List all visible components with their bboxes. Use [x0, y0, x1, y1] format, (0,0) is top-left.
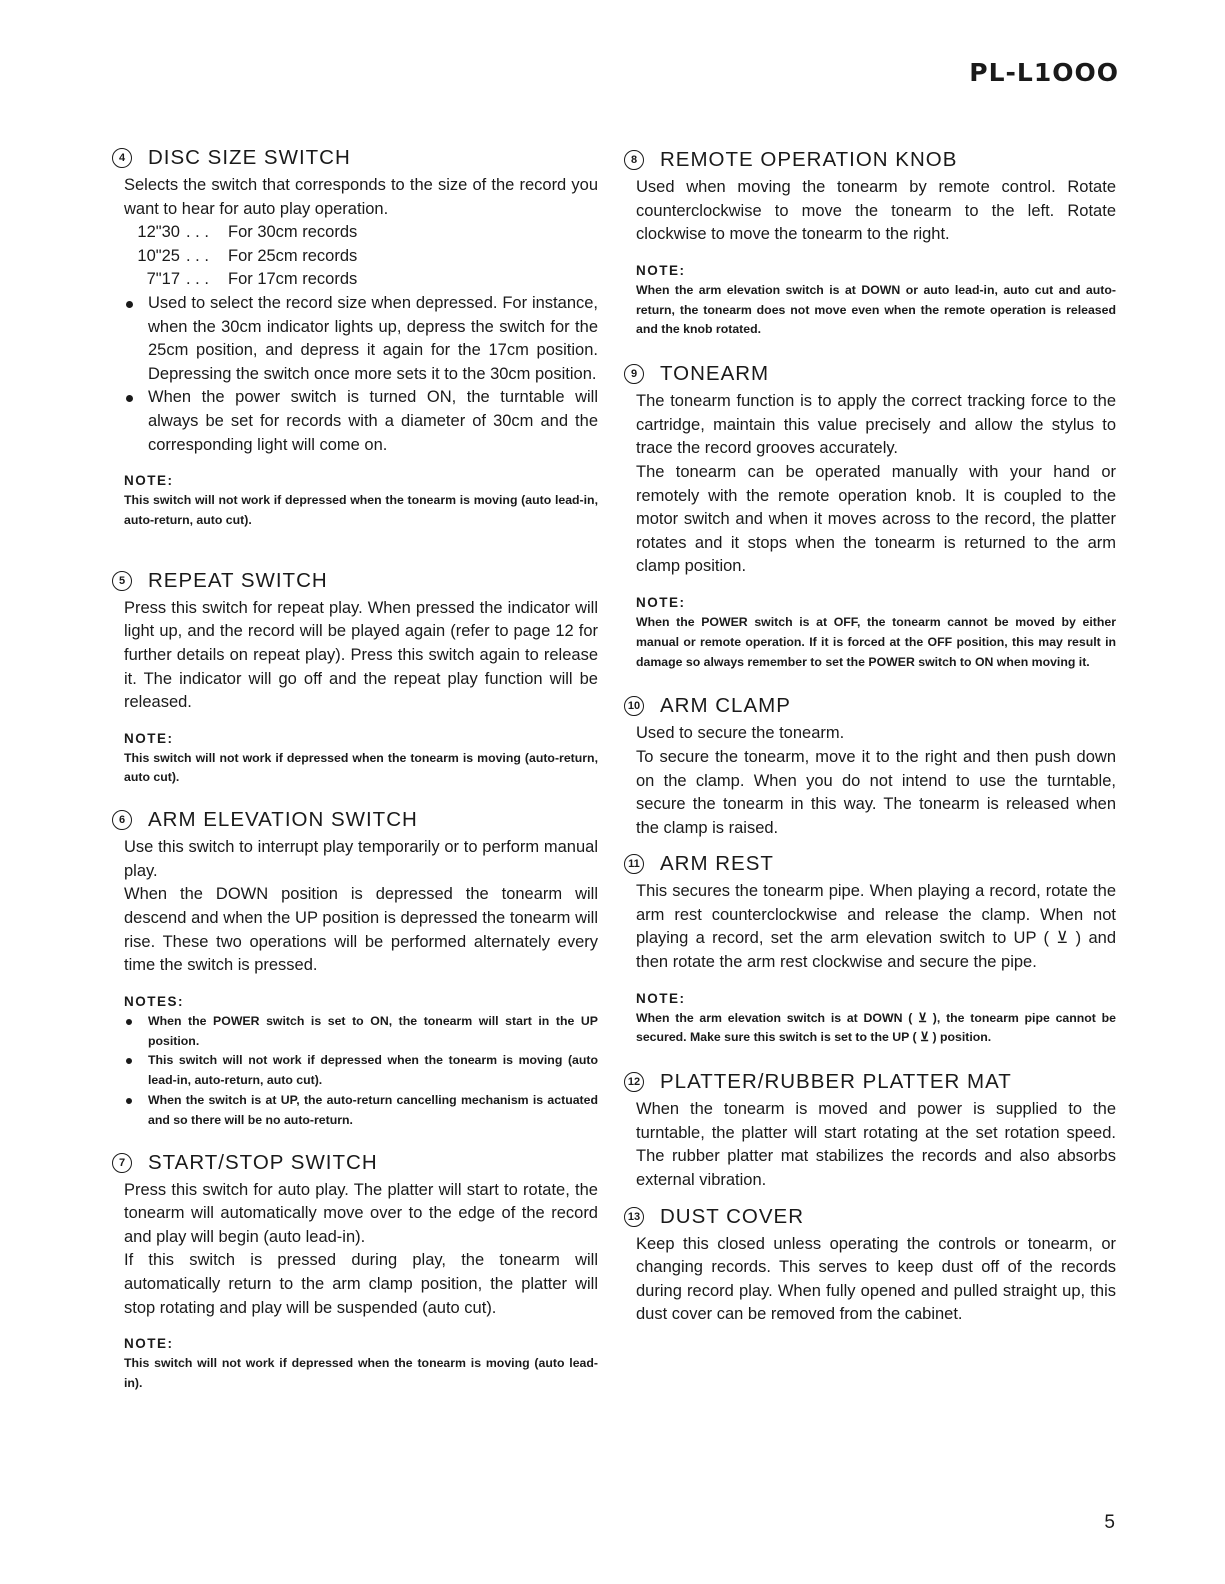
paragraph: Used when moving the tonearm by remote control. Rotate counterclockwise to move the tonearm to the left. Rotate clockwise to move the tonearm to the right.: [636, 178, 1116, 244]
section-title: TONEARM: [660, 362, 770, 386]
section-heading: [624, 1203, 1116, 1231]
paragraph: When the tonearm is moved and power is supplied to the turntable, the platter will start rotating at the set rotation speed. The rubber platter mat stabilizes the records and also absorbs external vibration.: [636, 1100, 1116, 1190]
paragraph: Keep this closed unless operating the controls or tonearm, or changing records. This serves to keep dust off of the records during record play. When fully opened and pulled straight up, this dust cover can be removed from the cabinet.: [636, 1234, 1116, 1324]
model-number: PL-L1OOO: [969, 58, 1119, 87]
note-block: [112, 471, 598, 531]
section-dust-cover: [624, 1203, 1116, 1327]
note-text: This switch will not work if depressed when the tonearm is moving (auto-return, auto cut).: [124, 750, 598, 785]
section-title: DUST COVER: [660, 1204, 805, 1228]
note-title: NOTE:: [636, 262, 686, 278]
note-block: [112, 729, 598, 789]
section-disc-size-switch: [112, 144, 598, 531]
section-heading: [112, 144, 598, 172]
section-heading: [624, 146, 1116, 174]
right-column: [624, 146, 1116, 1327]
note-title: NOTES:: [124, 993, 185, 1009]
note-list: [124, 1012, 598, 1131]
note-title: NOTE:: [124, 1336, 174, 1352]
paragraph: When the DOWN position is depressed the tonearm will descend and when the UP position is depressed the tonearm will rise. These two operations will be performed alternately every time the switch is pressed.: [124, 885, 598, 975]
list-item: When the switch is at UP, the auto-return cancelling mechanism is actuated and so there will be no auto-return.: [124, 1091, 598, 1131]
page-number: 5: [1104, 1512, 1115, 1533]
note-text: When the POWER switch is at OFF, the tonearm cannot be moved by either manual or remote operation. If it is forced at the OFF position, this may result in damage so always remember to set the POWER switch to ON when moving it.: [636, 614, 1116, 669]
paragraph: This secures the tonearm pipe. When playing a record, rotate the arm rest counterclockwise and release the clamp. When not playing a record, set the arm elevation switch to UP ( ⊻ ) and then rotate the arm rest clockwise and secure the pipe.: [636, 882, 1116, 972]
section-heading: [624, 850, 1116, 878]
section-heading: [624, 692, 1116, 720]
section-title: DISC SIZE SWITCH: [148, 146, 351, 169]
section-arm-rest: [624, 850, 1116, 1048]
section-heading: [112, 806, 598, 834]
paragraph: Used to secure the tonearm.: [636, 724, 845, 743]
size-row: 12"30 . . . For 30cm records: [137, 223, 358, 242]
section-platter-rubber-mat: [624, 1068, 1116, 1192]
note-text: When the arm elevation switch is at DOWN or auto lead-in, auto cut and auto-return, the tonearm does not move even when the remote operation is released and the knob rotated.: [636, 282, 1116, 337]
paragraph: Selects the switch that corresponds to the size of the record you want to hear for auto play operation.: [124, 176, 598, 218]
note-block: [624, 261, 1116, 340]
note-text: When the arm elevation switch is at DOWN ( ⊻ ), the tonearm pipe cannot be secured. Make sure this switch is set to the UP ( ⊻ ) position.: [636, 1010, 1116, 1045]
list-item: This switch will not work if depressed when the tonearm is moving (auto lead-in, auto-return, auto cut).: [124, 1051, 598, 1091]
left-column: [112, 144, 598, 1394]
note-title: NOTE:: [636, 594, 686, 610]
section-repeat-switch: [112, 567, 598, 789]
note-block: [112, 992, 598, 1131]
section-title: PLATTER/RUBBER PLATTER MAT: [660, 1070, 1012, 1094]
section-tonearm: [624, 360, 1116, 672]
section-arm-clamp: [624, 692, 1116, 840]
paragraph: To secure the tonearm, move it to the right and then push down on the clamp. When you do not intend to use the turntable, secure the tonearm in this way. The tonearm is released when the clamp is raised.: [636, 747, 1116, 837]
circled-number-icon: 9: [624, 364, 644, 384]
section-title: ARM CLAMP: [660, 694, 791, 718]
note-title: NOTE:: [124, 473, 174, 489]
paragraph: The tonearm can be operated manually with your hand or remotely with the remote operation knob. It is coupled to the motor switch and when it moves across to the record, the platter rotates and it stops when the tonearm is returned to the arm clamp position.: [636, 462, 1116, 576]
section-arm-elevation-switch: [112, 806, 598, 1130]
size-list: [124, 221, 598, 292]
paragraph: If this switch is pressed during play, the tonearm will automatically return to the arm clamp position, the platter will stop rotating and play will be suspended (auto cut).: [124, 1251, 598, 1317]
size-row: 10"25 . . . For 25cm records: [137, 246, 358, 265]
note-block: [112, 1334, 598, 1394]
section-title: ARM REST: [660, 852, 774, 876]
list-item: When the POWER switch is set to ON, the tonearm will start in the UP position.: [124, 1012, 598, 1052]
note-title: NOTE:: [636, 990, 686, 1006]
circled-number-icon: 13: [624, 1207, 644, 1227]
list-item: Used to select the record size when depressed. For instance, when the 30cm indicator lights up, depress the switch for the 25cm position, and depress it again for the 17cm position. Depressing the switch once more sets it to the 30cm position.: [124, 292, 598, 386]
bullet-list: [124, 292, 598, 457]
circled-number-icon: 8: [624, 150, 644, 170]
paragraph: The tonearm function is to apply the correct tracking force to the cartridge, maintain this value precisely and allow the stylus to trace the record grooves accurately.: [636, 392, 1116, 458]
note-text: This switch will not work if depressed when the tonearm is moving (auto lead-in).: [124, 1356, 598, 1390]
section-heading: [624, 1068, 1116, 1096]
paragraph: Press this switch for repeat play. When pressed the indicator will light up, and the record will be played again (refer to page 12 for further details on repeat play). Press this switch again to release it. The indicator will go off and the repeat play function will be released.: [124, 598, 598, 712]
section-heading: [112, 567, 598, 595]
note-block: [624, 989, 1116, 1049]
circled-number-icon: 4: [112, 148, 132, 168]
list-item: When the power switch is turned ON, the turntable will always be set for records with a diameter of 30cm and the corresponding light will come on.: [124, 386, 598, 457]
section-title: REMOTE OPERATION KNOB: [660, 148, 958, 171]
note-text: This switch will not work if depressed when the tonearm is moving (auto lead-in, auto-return, auto cut).: [124, 493, 598, 527]
size-row: 7"17 . . . For 17cm records: [146, 270, 358, 289]
paragraph: Press this switch for auto play. The platter will start to rotate, the tonearm will automatically move over to the edge of the record and play will begin (auto lead-in).: [124, 1180, 598, 1246]
section-title: ARM ELEVATION SWITCH: [148, 808, 418, 832]
section-remote-operation-knob: [624, 146, 1116, 340]
paragraph: Use this switch to interrupt play temporarily or to perform manual play.: [124, 838, 598, 880]
circled-number-icon: 7: [112, 1153, 132, 1173]
circled-number-icon: 11: [624, 854, 644, 874]
section-title: REPEAT SWITCH: [148, 568, 328, 592]
section-title: START/STOP SWITCH: [148, 1150, 378, 1174]
circled-number-icon: 5: [112, 571, 132, 591]
note-block: [624, 593, 1116, 672]
section-heading: [624, 360, 1116, 388]
circled-number-icon: 10: [624, 696, 644, 716]
circled-number-icon: 12: [624, 1072, 644, 1092]
note-title: NOTE:: [124, 730, 174, 746]
circled-number-icon: 6: [112, 810, 132, 830]
section-heading: [112, 1149, 598, 1177]
section-start-stop-switch: [112, 1149, 598, 1394]
